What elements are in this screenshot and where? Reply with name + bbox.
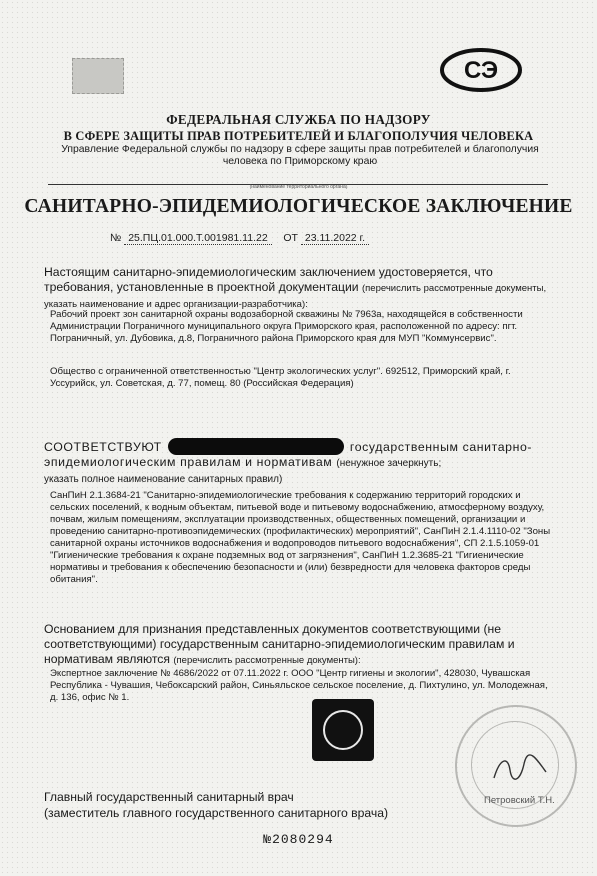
- developer-organization: Общество с ограниченной ответственностью "Центр экологических услуг". 692512, Приморский край, г. Уссурийск, ул. Советская, д. 77, помещ. 80 (Российская Федерация): [50, 366, 511, 389]
- conformity-mark-icon: [440, 48, 522, 92]
- basis-paragraph: [44, 622, 556, 668]
- signatory-title-deputy: (заместитель главного государственного санитарного врача): [44, 806, 389, 820]
- document-number: 25.ПЦ.01.000.Т.001981.11.22: [124, 232, 271, 245]
- form-serial-number: №2080294: [263, 832, 334, 847]
- document-number-line: [110, 232, 369, 245]
- expert-conclusion: Экспертное заключение № 4686/2022 от 07.11.2022 г. ООО "Центр гигиены и экологии", 428030, Чувашская Республика - Чувашия, Чебоксарский район, Синьяльское сельское поселение, д. Пихтулино, ул. Молодежная, д. 136, офис № 1.: [50, 668, 548, 703]
- conformity-word: СООТВЕТСТВУЮТ: [44, 440, 162, 454]
- intro-text: Настоящим санитарно-эпидемиологическим заключением удостоверяется, что требования, установленные в проектной документации: [44, 265, 493, 294]
- intro-note: (перечислить рассмотренные документы, указать наименование и адрес организации-разработчика):: [44, 283, 547, 310]
- struck-out-text: [168, 438, 344, 455]
- sanitary-rules-list: СанПиН 2.1.3684-21 "Санитарно-эпидемиологические требования к содержанию территорий городских и сельских поселений, к водным объектам, питьевой воде и питьевому водоснабжению, атмосферному воздуху, почвам, жилым помещениям, эксплуатации производственных, общественных помещений, организации и проведению санитарно-противоэпидемических (профилактических) мероприятий", СанПиН 2.1.4.1110-02 "Зоны санитарной охраны источников водоснабжения и водопроводов питьевого водоснабжения", СП 2.1.5.1059-01 "Гигиенические требования к охране подземных вод от загрязнения", СанПиН 1.2.3685-21 "Гигиенические нормативы и требования к обеспечению безопасности и (или) безвредности для человека факторов среды обитания".: [50, 490, 551, 585]
- barcode-stamp: [72, 58, 124, 94]
- conformity-text: государственным санитарно-эпидемиологическим правилам и нормативам: [44, 440, 533, 469]
- number-prefix: №: [110, 232, 122, 244]
- conformity-statement: [44, 438, 556, 487]
- emblem-stamp: [312, 699, 374, 761]
- rules-note: указать полное наименование санитарных правил): [44, 474, 283, 485]
- signatory-title: Главный государственный санитарный врач: [44, 790, 294, 804]
- signature: [490, 752, 550, 786]
- conformity-mark-text: СЭ: [463, 57, 499, 84]
- agency-name-line1: ФЕДЕРАЛЬНАЯ СЛУЖБА ПО НАДЗОРУ: [166, 112, 431, 127]
- basis-note: (перечислить рассмотренные документы):: [173, 655, 361, 666]
- project-description: Рабочий проект зон санитарной охраны водозаборной скважины № 7963а, находящейся в собственности Администрации Пограничного муниципального округа Приморского края, расположенной по адресу: пгт. Пограничный, ул. Дубовика, д.8, Пограничного района Приморского края для МУП "Коммунсервис".: [50, 309, 523, 344]
- date-prefix: ОТ: [283, 232, 298, 244]
- emblem-icon: [323, 710, 363, 750]
- territorial-department: Управление Федеральной службы по надзору в сфере защиты прав потребителей и благополучия человека по Приморскому краю: [61, 144, 539, 167]
- basis-text: Основанием для признания представленных документов соответствующими (не соответствующими) государственным санитарно-эпидемиологическим правилам и нормативам являются: [44, 622, 515, 666]
- intro-paragraph: [44, 265, 554, 312]
- agency-name-line2: В СФЕРЕ ЗАЩИТЫ ПРАВ ПОТРЕБИТЕЛЕЙ И БЛАГОПОЛУЧИЯ ЧЕЛОВЕКА: [63, 129, 534, 143]
- header-rule-caption: (наименование территориального органа): [249, 184, 348, 190]
- document-title: САНИТАРНО-ЭПИДЕМИОЛОГИЧЕСКОЕ ЗАКЛЮЧЕНИЕ: [24, 196, 573, 217]
- document-date: 23.11.2022 г.: [301, 232, 369, 245]
- strike-note: (ненужное зачеркнуть;: [336, 458, 442, 469]
- signatory-name: Петровский Т.Н.: [484, 795, 555, 806]
